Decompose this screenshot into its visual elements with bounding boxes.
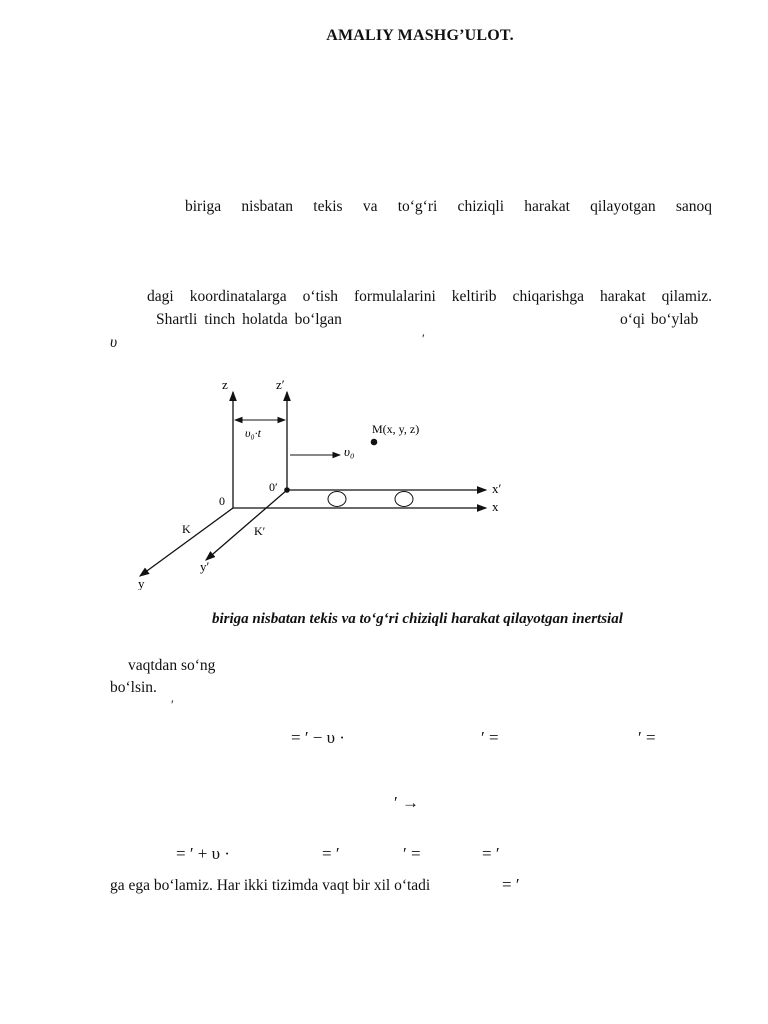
- frame-k-prime-label: K′: [254, 524, 266, 538]
- time-equality: = ′: [502, 875, 520, 894]
- velocity-symbol: υ: [110, 334, 118, 351]
- after-line-1: vaqtdan so‘ng: [128, 657, 216, 674]
- transform-formula-1c: ′ =: [638, 728, 656, 747]
- figure-caption: biriga nisbatan tekis va to‘g‘ri chiziqli harakat qilayotgan inertsial: [212, 611, 623, 627]
- y-prime-axis-label: y′: [200, 559, 210, 574]
- paragraph-1-line-1: biriga nisbatan tekis va to‘g‘ri chiziqli harakat qilayotgan sanoq: [185, 198, 712, 215]
- frame-k-label: K: [182, 522, 191, 536]
- after-prime-mark: ′: [171, 697, 174, 712]
- y-axis-label: y: [138, 576, 145, 590]
- conclusion-line: ga ega bo‘lamiz. Har ikki tizimda vaqt bir xil o‘tadi: [110, 877, 431, 894]
- point-m: [371, 439, 378, 446]
- origin-label: 0: [219, 494, 225, 508]
- transform-arrow: ′ →: [394, 793, 419, 812]
- coordinate-diagram: [110, 378, 512, 590]
- paragraph-2-line-2-start: Shartli tinch holatda bo‘lgan: [156, 311, 342, 328]
- wheel-right: [395, 492, 413, 507]
- y-axis: [140, 508, 233, 576]
- inverse-formula-b: = ′: [322, 844, 340, 863]
- inverse-formula-d: = ′: [482, 844, 500, 863]
- inverse-formula-c: ′ =: [403, 844, 421, 863]
- transform-formula-1a: = ′ − υ ·: [291, 728, 345, 747]
- inverse-formula-a: = ′ + υ ·: [176, 844, 230, 863]
- x-axis-label: x: [492, 499, 499, 514]
- prime-mark: ′: [422, 331, 425, 346]
- velocity-label: υ₀: [344, 444, 355, 459]
- coordinate-systems-figure: [110, 378, 512, 590]
- transform-formula-1b: ′ =: [481, 728, 499, 747]
- paragraph-2-line-2-end: o‘qi bo‘ylab: [620, 311, 699, 328]
- after-line-2: bo‘lsin.: [110, 679, 157, 696]
- x-prime-axis-label: x′: [492, 481, 502, 496]
- paragraph-2-line-1: dagi koordinatalarga o‘tish formulalarini keltirib chiqarishga harakat qilamiz.: [147, 288, 712, 305]
- page-title: AMALIY MASHG’ULOT.: [326, 27, 514, 44]
- z-prime-axis-label: z′: [276, 378, 285, 392]
- shift-label: υ₀·t: [245, 426, 262, 440]
- z-axis-label: z: [222, 378, 228, 392]
- wheel-left: [328, 492, 346, 507]
- point-m-label: M(x, y, z): [372, 422, 420, 436]
- origin-prime-label: 0′: [269, 480, 278, 494]
